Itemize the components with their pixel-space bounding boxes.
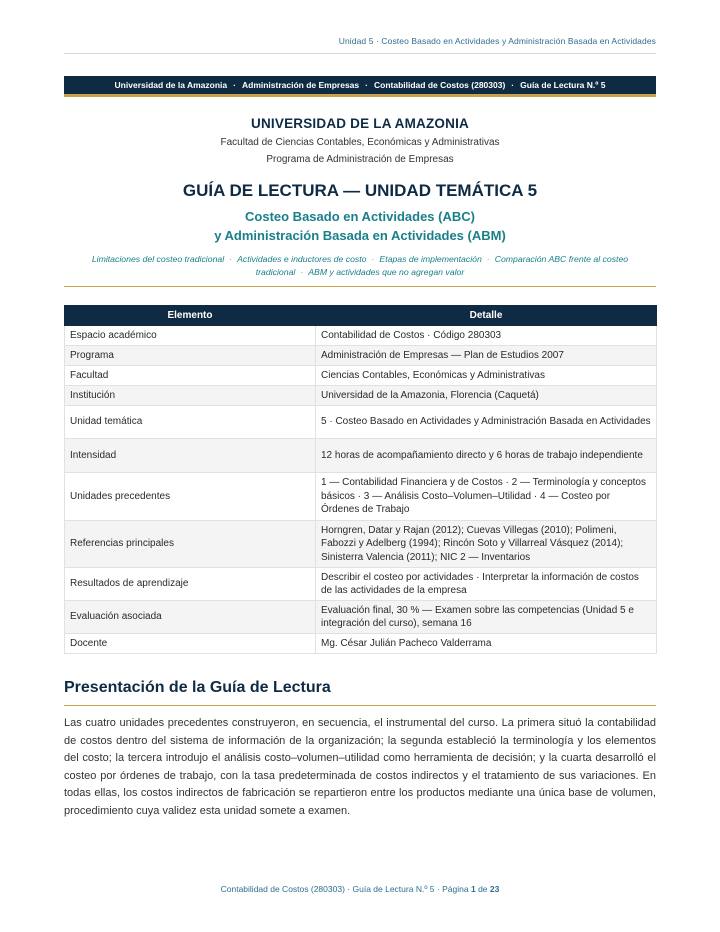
row-label: Referencias principales [65,521,316,568]
section-heading: Presentación de la Guía de Lectura [64,679,331,696]
row-label: Espacio académico [65,326,316,346]
row-value: Ciencias Contables, Económicas y Administrativas [316,366,657,386]
footer-page-total: 23 [489,884,500,894]
banner-separator: · [365,80,368,90]
column-header-element: Elemento [65,306,316,326]
row-label: Programa [65,346,316,366]
university-name: UNIVERSIDAD DE LA AMAZONIA [251,116,469,131]
row-label: Resultados de aprendizaje [65,568,316,601]
row-value: Administración de Empresas — Plan de Estudios 2007 [316,346,657,366]
footer-page-current: 1 [470,884,476,894]
row-value: 1 — Contabilidad Financiera y de Costos · 2 — Terminología y conceptos básicos · 3 — Análisis Costo–Volumen–Utilidad · 4 — Costeo por Órdenes de Trabajo [316,473,657,521]
section-divider [64,705,656,706]
table-row [65,406,657,439]
banner-item-university: Universidad de la Amazonia [114,80,228,90]
topic-separator: · [371,254,375,264]
banner-item-course: Contabilidad de Costos (280303) [373,80,506,90]
table-row [65,568,657,601]
running-header: Unidad 5 · Costeo Basado en Actividades y Administración Basada en Actividades [338,36,656,46]
row-label: Facultad [65,366,316,386]
row-value: Contabilidad de Costos · Código 280303 [316,326,657,346]
topic-item: Actividades e inductores de costo [237,254,367,264]
table-row [65,439,657,473]
footer-separator: · [347,884,351,894]
row-value: Evaluación final, 30 % — Examen sobre las competencias (Unidad 5 e integración del curso), semana 16 [316,601,657,634]
row-label: Unidades precedentes [65,473,316,521]
row-label: Intensidad [65,439,316,473]
row-value: Mg. César Julián Pacheco Valderrama [316,634,657,654]
banner-item-program: Administración de Empresas [241,80,360,90]
guide-subtitle-abm: y Administración Basada en Actividades (ABM) [214,228,506,243]
row-value: 12 horas de acompañamiento directo y 6 horas de trabajo independiente [316,439,657,473]
topic-item: Limitaciones del costeo tradicional [91,254,225,264]
footer-page-label: Página [442,884,469,894]
topic-list [70,253,650,279]
faculty-name: Facultad de Ciencias Contables, Económicas y Administrativas [220,137,500,148]
row-label: Evaluación asociada [65,601,316,634]
program-name: Programa de Administración de Empresas [266,154,454,165]
banner-item-guide: Guía de Lectura N.º 5 [520,80,606,90]
table-row [65,521,657,568]
guide-title: GUÍA DE LECTURA — UNIDAD TEMÁTICA 5 [182,181,538,200]
table-header-row [65,306,657,326]
table-row [65,601,657,634]
row-label: Institución [65,386,316,406]
table-row [65,634,657,654]
topic-separator: · [486,254,490,264]
row-value: Describir el costeo por actividades · Interpretar la información de costos de las actividades de la empresa [316,568,657,601]
topic-separator: · [229,254,233,264]
footer-course: Contabilidad de Costos (280303) [220,884,345,894]
footer-page-of: de [478,884,488,894]
table-row [65,346,657,366]
institution-banner [64,76,656,97]
topic-item: Etapas de implementación [379,254,482,264]
footer-separator: · [436,884,440,894]
header-divider [64,53,656,54]
row-label: Unidad temática [65,406,316,439]
topic-item: ABM y actividades que no agregan valor [308,267,465,277]
title-divider [64,286,656,287]
column-header-detail: Detalle [316,306,657,326]
table-row [65,386,657,406]
table-row [65,473,657,521]
table-row [65,326,657,346]
banner-separator: · [511,80,515,90]
row-value: Universidad de la Amazonia, Florencia (Caquetá) [316,386,657,406]
intro-paragraph: Las cuatro unidades precedentes construyeron, en secuencia, el instrumental del curso. La primera situó la contabilidad de costos dentro del sistema de información de la organización; la segunda estableció la terminología y los elementos del costo; la tercera introdujo el análisis costo–volumen–utilidad como herramienta de decisión; y la cuarta desarrolló el costeo por órdenes de trabajo, con la tasa predeterminada de costos indirectos y el tratamiento de sus variaciones. En todas ellas, los costos indirectos de fabricación se repartieron entre los productos mediante una única base de volumen, procedimiento cuya validez esta unidad somete a examen. [64,717,656,817]
course-info-table [64,305,657,654]
topic-separator: · [300,267,304,277]
guide-subtitle-abc: Costeo Basado en Actividades (ABC) [245,209,475,224]
table-row [65,366,657,386]
topic-item: Comparación ABC frente al costeo tradicional [255,254,629,277]
row-value: 5 · Costeo Basado en Actividades y Administración Basada en Actividades [316,406,657,439]
row-label: Docente [65,634,316,654]
page-footer [64,884,656,894]
footer-guide: Guía de Lectura N.º 5 [352,884,435,894]
row-value: Horngren, Datar y Rajan (2012); Cuevas Villegas (2010); Polimeni, Fabozzi y Adelberg (1994); Rincón Soto y Villarreal Vásquez (2014); Sinisterra Valencia (2011); NIC 2 — Inventarios [316,521,657,568]
banner-separator: · [233,80,236,90]
